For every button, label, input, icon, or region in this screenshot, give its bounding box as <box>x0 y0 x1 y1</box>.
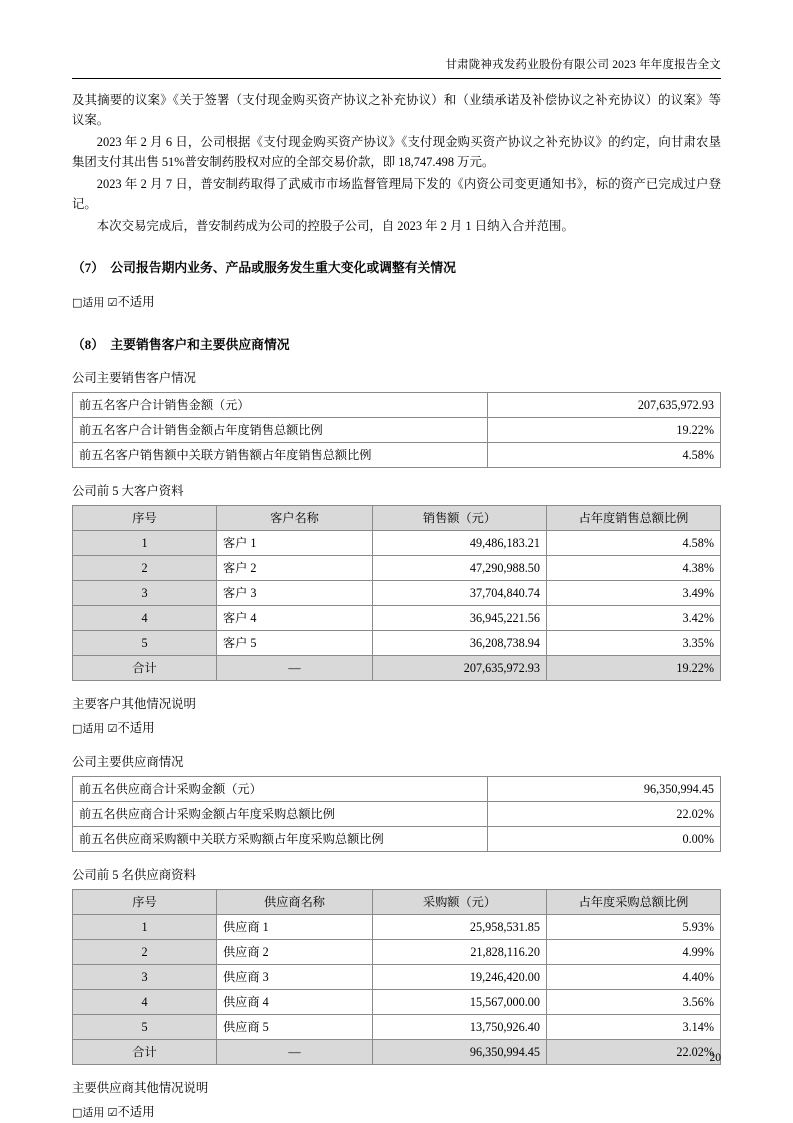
supplier-summary-value-3: 0.00% <box>487 827 720 852</box>
customer-row-name: 客户 4 <box>216 606 372 631</box>
customer-row-name: 客户 5 <box>216 631 372 656</box>
customer-row-ratio: 3.42% <box>546 606 720 631</box>
paragraph-4: 本次交易完成后，普安制药成为公司的控股子公司，自 2023 年 2 月 1 日纳入合并范围。 <box>96 219 574 233</box>
table-row <box>73 443 721 468</box>
supplier-col-amount: 采购额（元） <box>372 890 546 915</box>
supplier-summary-value-1: 96,350,994.45 <box>487 777 720 802</box>
customer-row-ratio: 4.38% <box>546 556 720 581</box>
supplier-row-name: 供应商 1 <box>216 915 372 940</box>
not-applicable-label: 不适用 <box>117 721 155 735</box>
customer-summary-value-2: 19.22% <box>487 418 720 443</box>
supplier-other-caption: 主要供应商其他情况说明 <box>72 1081 209 1095</box>
supplier-row-name: 供应商 3 <box>216 965 372 990</box>
paragraph-2: 2023 年 2 月 6 日，公司根据《支付现金购买资产协议》《支付现金购买资产协议之补充协议》的约定，向甘肃农垦集团支付其出售 51%普安制药股权对应的全部交易价款，即 18,747.498 万元。 <box>72 135 721 169</box>
customer-row-name: 客户 2 <box>216 556 372 581</box>
customer-row-no: 5 <box>73 631 217 656</box>
customer-other-applicability <box>72 718 721 739</box>
table-row <box>73 827 721 852</box>
customer-row-ratio: 3.49% <box>546 581 720 606</box>
supplier-row-no: 3 <box>73 965 217 990</box>
supplier-row-no: 2 <box>73 940 217 965</box>
supplier-row-amount: 13,750,926.40 <box>372 1015 546 1040</box>
supplier-summary-value-2: 22.02% <box>487 802 720 827</box>
supplier-row-ratio: 5.93% <box>546 915 720 940</box>
customer-row-no: 3 <box>73 581 217 606</box>
supplier-total-name: — <box>216 1040 372 1065</box>
table-row <box>73 631 721 656</box>
applicable-checkbox[interactable]: □适用 <box>72 296 105 309</box>
customer-row-amount: 37,704,840.74 <box>372 581 546 606</box>
supplier-row-no: 4 <box>73 990 217 1015</box>
table-row <box>73 1015 721 1040</box>
supplier-row-name: 供应商 4 <box>216 990 372 1015</box>
customer-row-name: 客户 3 <box>216 581 372 606</box>
supplier-summary-label-3: 前五名供应商采购额中关联方采购额占年度采购总额比例 <box>73 827 488 852</box>
supplier-col-ratio: 占年度采购总额比例 <box>546 890 720 915</box>
customer-row-amount: 47,290,988.50 <box>372 556 546 581</box>
customer-col-name: 客户名称 <box>216 506 372 531</box>
supplier-row-name: 供应商 5 <box>216 1015 372 1040</box>
supplier-row-ratio: 3.56% <box>546 990 720 1015</box>
customer-summary-label-1: 前五名客户合计销售金额（元） <box>73 393 488 418</box>
supplier-total-ratio: 22.02% <box>546 1040 720 1065</box>
table-row <box>73 802 721 827</box>
supplier-row-amount: 25,958,531.85 <box>372 915 546 940</box>
customer-col-ratio: 占年度销售总额比例 <box>546 506 720 531</box>
customer-row-ratio: 4.58% <box>546 531 720 556</box>
applicable-checkbox[interactable]: □适用 <box>72 722 105 735</box>
supplier-summary-table <box>72 776 721 852</box>
page-number: 20 <box>709 1052 721 1064</box>
table-row <box>73 531 721 556</box>
supplier-summary-label-2: 前五名供应商合计采购金额占年度采购总额比例 <box>73 802 488 827</box>
customer-summary-value-3: 4.58% <box>487 443 720 468</box>
table-row <box>73 940 721 965</box>
customer-row-ratio: 3.35% <box>546 631 720 656</box>
customer-total-ratio: 19.22% <box>546 656 720 681</box>
customer-total-name: — <box>216 656 372 681</box>
customer-row-amount: 49,486,183.21 <box>372 531 546 556</box>
table-row <box>73 777 721 802</box>
table-header-row <box>73 506 721 531</box>
header-divider <box>72 78 721 79</box>
customer-summary-table <box>72 392 721 468</box>
supplier-row-ratio: 3.14% <box>546 1015 720 1040</box>
applicable-checkbox[interactable]: □适用 <box>72 1106 105 1119</box>
customer-detail-table <box>72 505 721 681</box>
customer-summary-label-3: 前五名客户销售额中关联方销售额占年度销售总额比例 <box>73 443 488 468</box>
supplier-row-amount: 19,246,420.00 <box>372 965 546 990</box>
table-row <box>73 556 721 581</box>
supplier-row-amount: 15,567,000.00 <box>372 990 546 1015</box>
table-header-row <box>73 890 721 915</box>
customer-summary-caption: 公司主要销售客户情况 <box>72 371 196 385</box>
customer-row-name: 客户 1 <box>216 531 372 556</box>
supplier-row-no: 1 <box>73 915 217 940</box>
table-row <box>73 990 721 1015</box>
supplier-col-name: 供应商名称 <box>216 890 372 915</box>
customer-row-amount: 36,208,738.94 <box>372 631 546 656</box>
supplier-col-no: 序号 <box>73 890 217 915</box>
customer-row-no: 1 <box>73 531 217 556</box>
supplier-total-amount: 96,350,994.45 <box>372 1040 546 1065</box>
customer-detail-caption: 公司前 5 大客户资料 <box>72 484 184 498</box>
supplier-detail-caption: 公司前 5 名供应商资料 <box>72 868 196 882</box>
customer-total-amount: 207,635,972.93 <box>372 656 546 681</box>
paragraph-3: 2023 年 2 月 7 日，普安制药取得了武威市市场监督管理局下发的《内资公司变更通知书》，标的资产已完成过户登记。 <box>72 177 721 211</box>
not-applicable-checkbox-icon[interactable]: ☑ <box>107 722 118 735</box>
table-total-row <box>73 1040 721 1065</box>
supplier-row-amount: 21,828,116.20 <box>372 940 546 965</box>
not-applicable-label: 不适用 <box>117 1105 155 1119</box>
supplier-row-no: 5 <box>73 1015 217 1040</box>
not-applicable-checkbox-icon[interactable]: ☑ <box>107 296 118 309</box>
customer-col-no: 序号 <box>73 506 217 531</box>
table-row <box>73 418 721 443</box>
section-7-heading: （7） 公司报告期内业务、产品或服务发生重大变化或调整有关情况 <box>72 261 456 275</box>
supplier-summary-caption: 公司主要供应商情况 <box>72 755 184 769</box>
supplier-row-ratio: 4.99% <box>546 940 720 965</box>
customer-summary-value-1: 207,635,972.93 <box>487 393 720 418</box>
table-row <box>73 581 721 606</box>
supplier-row-ratio: 4.40% <box>546 965 720 990</box>
table-row <box>73 965 721 990</box>
customer-other-caption: 主要客户其他情况说明 <box>72 697 196 711</box>
supplier-detail-table <box>72 889 721 1065</box>
customer-row-no: 2 <box>73 556 217 581</box>
customer-total-label: 合计 <box>73 656 217 681</box>
supplier-total-label: 合计 <box>73 1040 217 1065</box>
customer-row-amount: 36,945,221.56 <box>372 606 546 631</box>
supplier-summary-label-1: 前五名供应商合计采购金额（元） <box>73 777 488 802</box>
customer-col-amount: 销售额（元） <box>372 506 546 531</box>
table-row <box>73 393 721 418</box>
not-applicable-checkbox-icon[interactable]: ☑ <box>107 1106 118 1119</box>
supplier-other-applicability <box>72 1102 721 1123</box>
page-header <box>72 56 721 72</box>
section-8-heading: （8） 主要销售客户和主要供应商情况 <box>72 338 290 352</box>
section-7-applicability <box>72 292 721 313</box>
page-content <box>72 90 721 1123</box>
not-applicable-label: 不适用 <box>117 295 155 309</box>
customer-row-no: 4 <box>73 606 217 631</box>
table-row <box>73 606 721 631</box>
paragraph-1: 及其摘要的议案》《关于签署（支付现金购买资产协议之补充协议）和（业绩承诺及补偿协议之补充协议）的议案》等议案。 <box>72 93 721 127</box>
table-total-row <box>73 656 721 681</box>
header-title: 甘肃陇神戎发药业股份有限公司 2023 年年度报告全文 <box>445 59 721 71</box>
table-row <box>73 915 721 940</box>
supplier-row-name: 供应商 2 <box>216 940 372 965</box>
customer-summary-label-2: 前五名客户合计销售金额占年度销售总额比例 <box>73 418 488 443</box>
